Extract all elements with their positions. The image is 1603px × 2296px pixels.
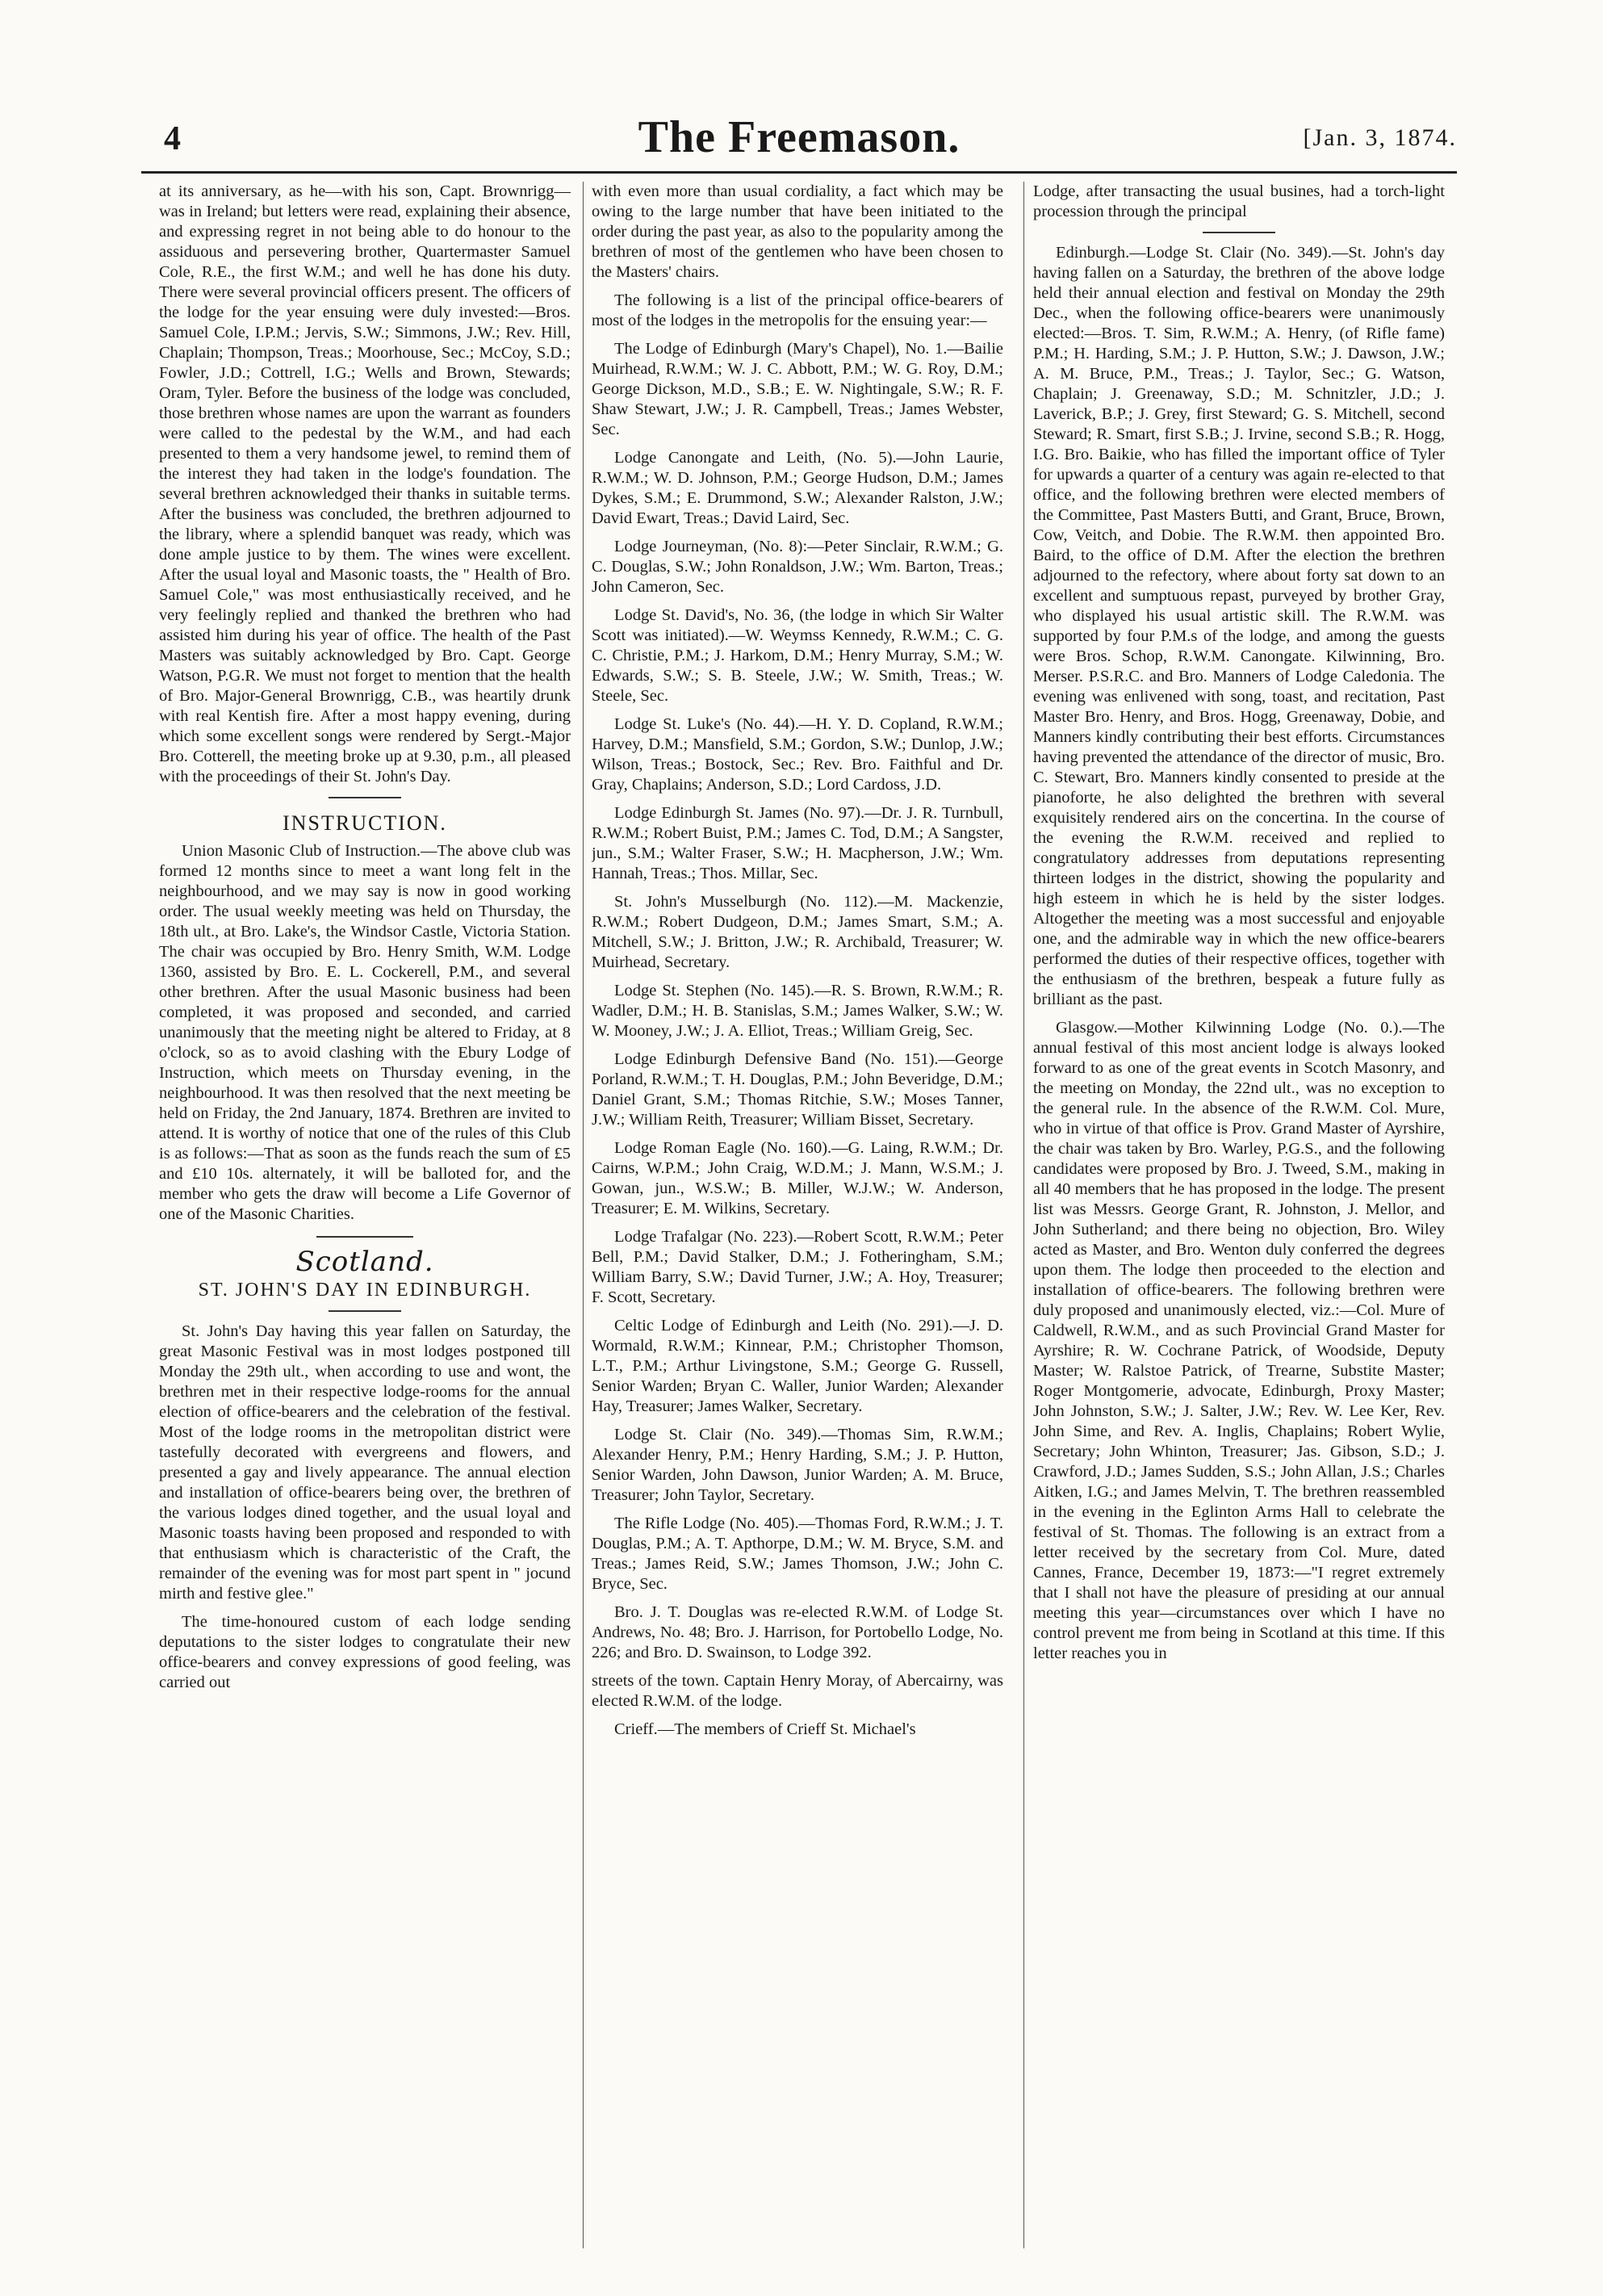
lodge-entry: Lodge St. David's, No. 36, (the lodge in which Sir Walter Scott was initiated).—W. Weymss Kennedy, R.W.M.; C. G. C. Christie, P.M.; J. Harkom, D.M.; Henry Murray, S.M.; W. Edwards, S.W.; S. B. Steele, J.W.; W. Smith, Treas.; W. Steele, Sec. <box>592 606 1003 705</box>
section-rule <box>329 1310 401 1312</box>
lodge-entry: Lodge St. Stephen (No. 145).—R. S. Brown, R.W.M.; R. Wadler, D.M.; H. B. Stanislas, S.M.; James Walker, S.W.; W. W. Mooney, J.W.; J. A. Elliot, Treas.; William Greig, Sec. <box>592 982 1003 1040</box>
section-rule <box>1203 232 1275 233</box>
masthead <box>141 111 1457 170</box>
section-rule <box>316 1236 413 1238</box>
article-paragraph: The time-honoured custom of each lodge sending deputations to the sister lodges to congratulate their new office-bearers and convey expressions of good feeling, was carried out <box>159 1613 571 1691</box>
lodge-entry: Lodge Canongate and Leith, (No. 5).—John Laurie, R.W.M.; W. D. Johnson, P.M.; George Hudson, D.M.; James Dykes, S.M.; E. Drummond, S.W.; Alexander Ralston, J.W.; David Ewart, Treas.; David Laird, Sec. <box>592 449 1003 527</box>
header-rule <box>141 171 1457 174</box>
newspaper-title: The Freemason. <box>638 112 961 162</box>
section-heading-instruction: INSTRUCTION. <box>283 811 447 835</box>
section-rule <box>329 797 401 798</box>
article-paragraph: at its anniversary, as he—with his son, Capt. Brownrigg—was in Ireland; but letters were read, explaining their absence, and expressing regret in not being able to do honour to the assiduous and persevering brother, Quartermaster Samuel Cole, R.E., the first W.M.; and well he has done his duty. There were several provincial officers present. The officers of the lodge for the year ensuing were duly invested:—Bros. Samuel Cole, I.P.M.; Jervis, S.W.; Simmons, J.W.; Rev. Hill, Chaplain; Thompson, Treas.; Moorhouse, Sec.; McCoy, S.D.; Fowler, J.D.; Cottrell, I.G.; Wells and Brown, Stewards; Oram, Tyler. Before the business of the lodge was concluded, those brethren whose names are upon the warrant as founders were called to the pedestal by the W.M., and had each presented to them a very handsome jewel, to remind them of the interest they had taken in the lodge's foundation. The several brethren acknowledged their thanks in suitable terms. After the business was concluded, the brethren adjourned to the library, where a splendid banquet was ready, which was done ample justice to by them. The wines were excellent. After the usual loyal and Masonic toasts, the " Health of Bro. Samuel Cole," was most enthusiastically received, and he very feelingly replied and thanked the brethren who had assisted him during his year of office. The health of the Past Masters was suitably acknowledged by Bro. Capt. George Watson, P.G.R. We must not forget to mention that the health of Bro. Major-General Brownrigg, C.B., was heartily drunk with real Kentish fire. After a most happy evening, during which some excellent songs were rendered by Sergt.-Major Bro. Cotterell, the meeting broke up at 9.30, p.m., all pleased with the proceedings of their St. John's Day. <box>159 182 571 786</box>
lodge-entry: Lodge Journeyman, (No. 8):—Peter Sinclair, R.W.M.; G. C. Douglas, S.W.; John Ronaldson, J.W.; Wm. Barton, Treas.; John Cameron, Sec. <box>592 538 1003 596</box>
column-2 <box>592 182 1003 2248</box>
article-paragraph: Crieff.—The members of Crieff St. Michael's <box>614 1720 916 1738</box>
issue-date: [Jan. 3, 1874. <box>1303 124 1457 151</box>
lodge-entry: Lodge Edinburgh St. James (No. 97).—Dr. J. R. Turnbull, R.W.M.; Robert Buist, P.M.; James C. Tod, D.M.; A Sangster, jun., S.M.; Walter Fraser, S.W.; H. Macpherson, J.W.; Wm. Hannah, Treas.; Thos. Millar, Sec. <box>592 804 1003 882</box>
column-3 <box>1033 182 1445 2248</box>
article-paragraph: Union Masonic Club of Instruction.—The above club was formed 12 months since to meet a want long felt in the neighbourhood, and we may say is now in good working order. The usual weekly meeting was held on Thursday, the 18th ult., at Bro. Lake's, the Windsor Castle, Victoria Station. The chair was occupied by Bro. Henry Smith, W.M. Lodge 1360, assisted by Bro. E. L. Cockerell, P.M., and several other brethren. After the usual Masonic business had been completed, it was proposed and seconded, and carried unanimously that the meeting night be altered to Friday, at 8 o'clock, so as to avoid clashing with the Ebury Lodge of Instruction, which meets on Thursday evening, in the neighbourhood. It was then resolved that the next meeting be held on Friday, the 2nd January, 1874. Brethren are invited to attend. It is worthy of notice that one of the rules of this Club is as follows:—That as soon as the funds reach the sum of £5 and £10 10s. alternately, it will be balloted for, and the member who gets the draw will become a Life Governor of one of the Masonic Charities. <box>159 842 571 1223</box>
lodge-entry: Lodge St. Luke's (No. 44).—H. Y. D. Copland, R.W.M.; Harvey, D.M.; Mansfield, S.M.; Gordon, S.W.; Dunlop, J.W.; Wilson, Treas.; Bostock, Sec.; Rev. Bro. Faithful and Dr. Gray, Chaplains; Anderson, S.D.; Lord Cardoss, J.D. <box>592 715 1003 794</box>
lodge-entry: St. John's Musselburgh (No. 112).—M. Mackenzie, R.W.M.; Robert Dudgeon, D.M.; James Smart, S.M.; A. Mitchell, S.W.; J. Britton, J.W.; R. Archibald, Treasurer; W. Muirhead, Secretary. <box>592 893 1003 971</box>
lodge-entry: Lodge Edinburgh Defensive Band (No. 151).—George Porland, R.W.M.; T. H. Douglas, P.M.; John Beveridge, D.M.; Daniel Grant, S.M.; Thomas Ritchie, S.W.; Moses Tanner, J.W.; William Reith, Treasurer; William Bisset, Secretary. <box>592 1050 1003 1129</box>
article-paragraph: with even more than usual cordiality, a fact which may be owing to the large number that have been initiated to the order during the past year, as also to the popularity among the brethren of most of the gentlemen who have been chosen to the Masters' chairs. <box>592 182 1003 281</box>
article-paragraph: Lodge, after transacting the usual busines, had a torch-light procession through the principal <box>1033 182 1445 220</box>
lodge-entry: The Rifle Lodge (No. 405).—Thomas Ford, R.W.M.; J. T. Douglas, P.M.; A. T. Apthorpe, D.M.; W. M. Bryce, S.M. and Treas.; James Reid, S.W.; James Thomson, J.W.; John C. Bryce, Sec. <box>592 1515 1003 1593</box>
section-heading-scotland: Scotland. <box>295 1246 434 1278</box>
column-1 <box>159 182 571 2248</box>
lodge-entry: Lodge Trafalgar (No. 223).—Robert Scott, R.W.M.; Peter Bell, P.M.; David Stalker, D.M.; J. Fotheringham, S.M.; William Barry, S.W.; David Turner, J.W.; A. Hoy, Treasurer; F. Scott, Secretary. <box>592 1228 1003 1306</box>
article-paragraph: Edinburgh.—Lodge St. Clair (No. 349).—St. John's day having fallen on a Saturday, the brethren of the above lodge held their annual election and festival on Monday the 29th Dec., when the following office-bearers were unanimously elected:—Bros. T. Sim, R.W.M.; A. Henry, (of Rifle fame) P.M.; H. Harding, S.M.; J. P. Hutton, S.W.; J. Dawson, J.W.; A. M. Bruce, P.M., Treas.; J. Taylor, Sec.; G. Watson, Chaplain; J. Greenaway, S.D.; M. Schnitzler, J.D.; J. Laverick, B.P.; J. Grey, first Steward; G. S. Mitchell, second Steward; R. Smart, first S.B.; J. Irvine, second S.B.; R. Hogg, I.G. Bro. Baikie, who has filled the important office of Tyler for upwards a quarter of a century was again re-elected to that office, and the following brethren were elected members of the Committee, Past Masters Butti, and Grant, Bruce, Brown, Cow, Veitch, and Dobie. The R.W.M. then appointed Bro. Baird, to the office of D.M. After the election the brethren adjourned to the refectory, where about forty sat down to an excellent and sumptuous repast, purveyed by brother Gray, who displayed his usual artistic skill. The R.W.M. was supported by four P.M.s of the lodge, and among the guests were Bros. Schop, R.W.M. Canongate. Kilwinning, Bro. Merser. P.S.R.C. and Bro. Manners of Lodge Caledonia. The evening was enlivened with song, toast, and recitation, Past Master Bro. Henry, and Bros. Hogg, Greenaway, Dobie, and Manners kindly contributing their best efforts. Circumstances having prevented the attendance of the director of music, Bro. C. Stewart, Bro. Manners kindly consented to preside at the pianoforte, he also delighted the brethren with several exquisitely rendered airs on the concertina. In the course of the evening the R.W.M. received and replied to congratulatory addresses from deputations representing thirteen lodges in the district, showing the popularity and high esteem in which he is held by the sister lodges. Altogether the meeting was a most successful and enjoyable one, and the admirable way in which the new office-bearers performed the duties of their respective offices, together with the enthusiasm of the brethren, bespeak a future fully as brilliant as the past. <box>1033 244 1445 1008</box>
lodge-entry: Bro. J. T. Douglas was re-elected R.W.M. of Lodge St. Andrews, No. 48; Bro. J. Harrison, for Portobello Lodge, No. 226; and Bro. D. Swainson, to Lodge 392. <box>592 1603 1003 1661</box>
article-paragraph: St. John's Day having this year fallen on Saturday, the great Masonic Festival was in most lodges postponed till Monday the 29th ult., when according to use and wont, the brethren met in their respective lodge-rooms for the annual election of office-bearers and the celebration of the festival. Most of the lodge rooms in the metropolitan district were tastefully decorated with evergreens and flowers, and presented a gay and lively appearance. The annual election and installation of office-bearers being over, the brethren of the various lodges dined together, and the usual loyal and Masonic toasts having been proposed and responded to with that enthusiasm which is characteristic of the Craft, the remainder of the evening was for most part spent in " jocund mirth and festive glee." <box>159 1322 571 1603</box>
article-paragraph: Glasgow.—Mother Kilwinning Lodge (No. 0.).—The annual festival of this most ancient lodge is always looked forward to as one of the great events in Scotch Masonry, and the meeting on Monday, the 22nd ult., was no exception to the general rule. In the absence of the R.W.M. Col. Mure, who in virtue of that office is Prov. Grand Master of Ayrshire, the chair was taken by Bro. Warley, P.G.S., and the following candidates were proposed by Bro. J. Tweed, S.M., making in all 40 members that he has proposed in the lodge. The present list was Messrs. George Grant, R. Johnston, J. Mellor, and John Sutherland; and there being no objection, Bro. Wiley acted as Master, and Bro. Wenton duly conferred the degrees upon them. The lodge then proceeded to the election and installation of office-bearers. The following brethren were duly proposed and unanimously elected, viz.:—Col. Mure of Caldwell, R.W.M., and as such Provincial Grand Master for Ayrshire; R. W. Cochrane Patrick, of Woodside, Deputy Master; W. Ralstoe Patrick, of Trearne, Substite Master; Roger Montgomerie, advocate, Edinburgh, Proxy Master; John Johnston, S.W.; J. Salter, J.W.; Rev. W. Lee Ker, Rev. John Sime, and Rev. A. Inglis, Chaplains; Robert Wylie, Secretary; John Whinton, Treasurer; Jas. Gibson, S.D.; J. Crawford, J.D.; James Sudden, S.S.; John Allan, J.S.; Charles Aitken, I.G.; and James Melvin, T. The brethren reassembled in the evening in the Eglinton Arms Hall to celebrate the festival of St. Thomas. The following is an extract from a letter received by the secretary from Col. Mure, dated Cannes, France, December 19, 1873:—"I regret extremely that I shall not have the pleasure of presiding at our annual meeting this year—circumstances over which I have no control prevent me from being in Scotland at this time. If this letter reaches you in <box>1033 1019 1445 1662</box>
article-heading: ST. JOHN'S DAY IN EDINBURGH. <box>198 1280 532 1301</box>
lodge-entry: Celtic Lodge of Edinburgh and Leith (No. 291).—J. D. Wormald, R.W.M.; Kinnear, P.M.; Christopher Thomson, L.T., P.M.; Arthur Livingstone, S.M.; George G. Russell, Senior Warden; Bryan C. Waller, Junior Warden; Alexander Hay, Treasurer; James Walker, Secretary. <box>592 1317 1003 1415</box>
article-paragraph: The following is a list of the principal office-bearers of most of the lodges in the metropolis for the ensuing year:— <box>592 291 1003 329</box>
column-divider <box>1023 182 1024 2248</box>
lodge-entry: The Lodge of Edinburgh (Mary's Chapel), No. 1.—Bailie Muirhead, R.W.M.; W. J. C. Abbott, P.M.; W. G. Roy, D.M.; George Dickson, M.D., S.B.; E. W. Nightingale, S.W.; R. F. Shaw Stewart, J.W.; J. R. Campbell, Treas.; James Webster, Sec. <box>592 340 1003 438</box>
column-divider <box>583 182 584 2248</box>
lodge-entry: Lodge St. Clair (No. 349).—Thomas Sim, R.W.M.; Alexander Henry, P.M.; Henry Harding, S.M.; J. P. Hutton, Senior Warden, John Dawson, Junior Warden; A. M. Bruce, Treasurer; John Taylor, Secretary. <box>592 1426 1003 1504</box>
article-paragraph: streets of the town. Captain Henry Moray, of Abercairny, was elected R.W.M. of the lodge. <box>592 1672 1003 1710</box>
lodge-entry: Lodge Roman Eagle (No. 160).—G. Laing, R.W.M.; Dr. Cairns, W.P.M.; John Craig, W.D.M.; J. Mann, W.S.M.; J. Gowan, jun., W.S.W.; B. Miller, W.J.W.; W. Anderson, Treasurer; E. M. Wilkins, Secretary. <box>592 1139 1003 1217</box>
page-number: 4 <box>164 120 181 157</box>
